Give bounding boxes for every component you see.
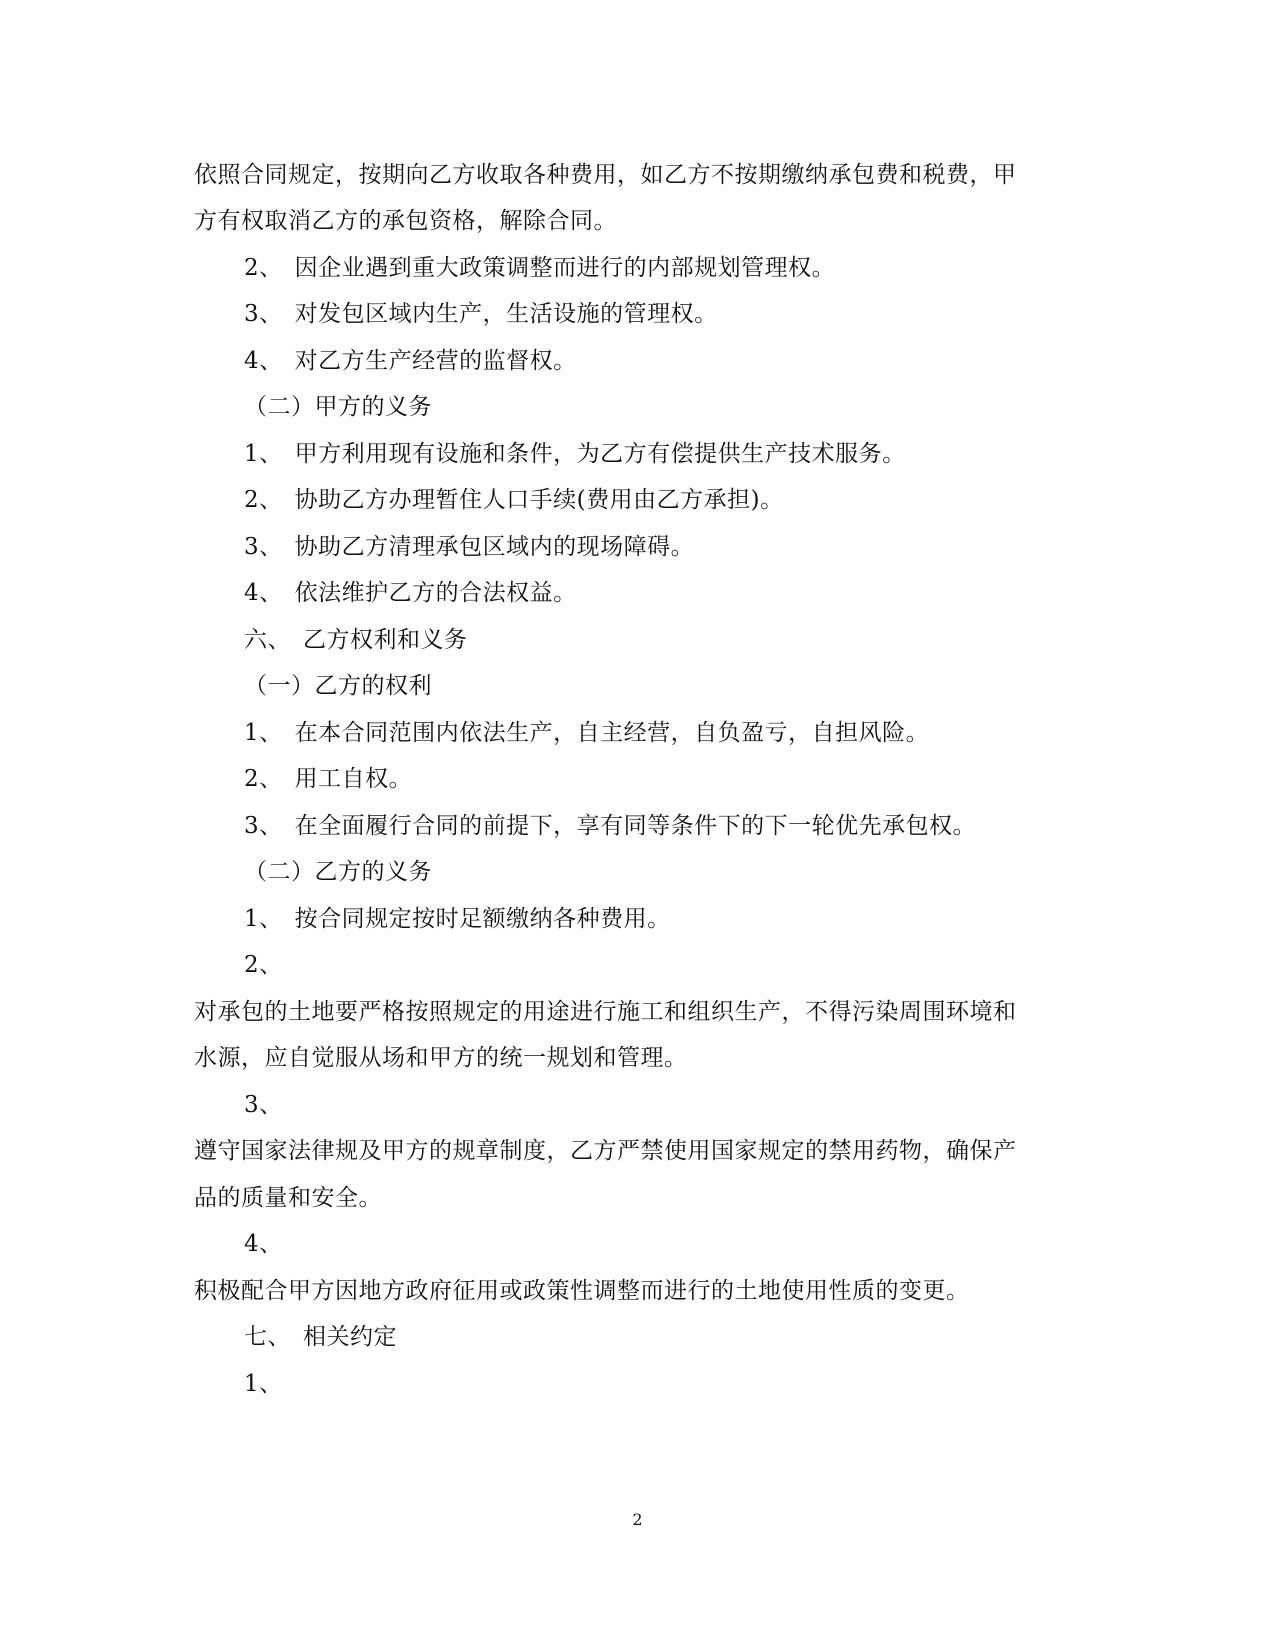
paragraph-line: 对承包的土地要严格按照规定的用途进行施工和组织生产，不得污染周围环境和	[194, 999, 1017, 1025]
section-heading: 六、 乙方权利和义务	[244, 627, 468, 653]
paragraph-line: 遵守国家法律规及甲方的规章制度，乙方严禁使用国家规定的禁用药物，确保产	[194, 1138, 1017, 1164]
section-heading: （二）甲方的义务	[244, 394, 432, 420]
section-heading: （一）乙方的权利	[244, 673, 432, 699]
list-item: 2、 用工自权。	[244, 766, 413, 792]
page-number: 2	[632, 1510, 643, 1529]
section-heading: （二）乙方的义务	[244, 859, 432, 885]
list-item: 1、 甲方利用现有设施和条件，为乙方有偿提供生产技术服务。	[244, 441, 906, 467]
paragraph-line: 积极配合甲方因地方政府征用或政策性调整而进行的土地使用性质的变更。	[194, 1278, 970, 1304]
list-item: 1、 在本合同范围内依法生产，自主经营，自负盈亏，自担风险。	[244, 720, 930, 746]
paragraph-line: 水源，应自觉服从场和甲方的统一规划和管理。	[194, 1045, 688, 1071]
paragraph-line: 方有权取消乙方的承包资格，解除合同。	[194, 208, 617, 234]
list-item-number: 1、	[244, 1371, 283, 1397]
list-item: 3、 在全面履行合同的前提下，享有同等条件下的下一轮优先承包权。	[244, 813, 977, 839]
list-item: 3、 协助乙方清理承包区域内的现场障碍。	[244, 534, 695, 560]
list-item: 4、 依法维护乙方的合法权益。	[244, 580, 577, 606]
list-item-number: 3、	[244, 1092, 283, 1118]
list-item: 3、 对发包区域内生产，生活设施的管理权。	[244, 301, 718, 327]
list-item: 4、 对乙方生产经营的监督权。	[244, 348, 577, 374]
list-item: 2、 协助乙方办理暂住人口手续(费用由乙方承担)。	[244, 487, 784, 513]
paragraph-line: 品的质量和安全。	[194, 1185, 382, 1211]
paragraph-line: 依照合同规定，按期向乙方收取各种费用，如乙方不按期缴纳承包费和税费，甲	[194, 162, 1017, 188]
list-item-number: 4、	[244, 1231, 283, 1257]
list-item: 2、 因企业遇到重大政策调整而进行的内部规划管理权。	[244, 255, 836, 281]
list-item-number: 2、	[244, 952, 283, 978]
section-heading: 七、 相关约定	[244, 1324, 397, 1350]
list-item: 1、 按合同规定按时足额缴纳各种费用。	[244, 906, 671, 932]
